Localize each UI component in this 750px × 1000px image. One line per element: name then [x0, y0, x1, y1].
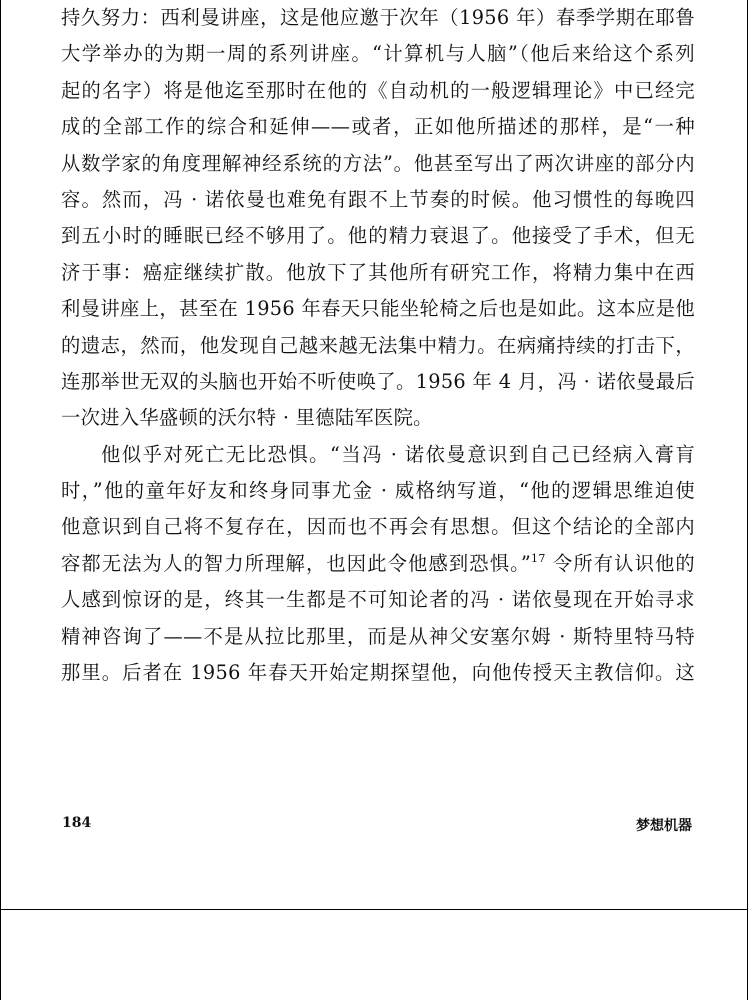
text-segment: 令所有认识他的	[545, 551, 695, 575]
text-line: 容。然而，冯 · 诺依曼也难免有跟不上节奏的时候。他习惯性的每晚四	[61, 187, 695, 211]
footnote-ref[interactable]: 17	[531, 551, 546, 565]
text-line: 成的全部工作的综合和延伸——或者，正如他所描述的那样，是“一种	[61, 115, 695, 139]
text-line: 他似乎对死亡无比恐惧。“当冯 · 诺依曼意识到自己已经病入膏肓	[101, 442, 695, 466]
text-line: 时，”他的童年好友和终身同事尤金 · 威格纳写道，“他的逻辑思维迫使	[61, 479, 695, 503]
running-footer-title: 梦想机器	[636, 818, 692, 834]
text-line: 精神咨询了——不是从拉比那里，而是从神父安塞尔姆 · 斯特里特马特	[61, 624, 695, 648]
text-line-with-note	[61, 546, 695, 582]
text-line: 利曼讲座上，甚至在 1956 年春天只能坐轮椅之后也是如此。这本应是他	[61, 297, 695, 321]
text-segment: 容都无法为人的智力所理解，也因此令他感到恐惧。”	[61, 551, 532, 575]
text-line: 他意识到自己将不复存在，因而也不再会有思想。但这个结论的全部内	[61, 515, 695, 539]
text-line: 人感到惊讶的是，终其一生都是不可知论者的冯 · 诺依曼现在开始寻求	[61, 588, 695, 612]
text-line: 一次进入华盛顿的沃尔特 · 里德陆军医院。	[61, 406, 433, 430]
text-line: 那里。后者在 1956 年春天开始定期探望他，向他传授天主教信仰。这	[61, 661, 695, 685]
text-line: 持久努力：西利曼讲座，这是他应邀于次年（1956 年）春季学期在耶鲁	[61, 6, 695, 29]
text-line: 济于事：癌症继续扩散。他放下了其他所有研究工作，将精力集中在西	[61, 260, 695, 284]
text-line: 的遗志，然而，他发现自己越来越无法集中精力。在病痛持续的打击下，	[61, 333, 695, 357]
body-text	[61, 0, 695, 691]
text-line: 大学举办的为期一周的系列讲座。“计算机与人脑”（他后来给这个系列	[61, 42, 695, 66]
page-number: 184	[62, 815, 92, 831]
blank-page-area	[0, 910, 748, 1000]
text-line: 起的名字）将是他迄至那时在他的《自动机的一般逻辑理论》中已经完	[61, 78, 695, 102]
text-line: 从数学家的角度理解神经系统的方法”。他甚至写出了两次讲座的部分内	[61, 151, 695, 175]
text-line: 到五小时的睡眠已经不够用了。他的精力衰退了。他接受了手术，但无	[61, 224, 695, 248]
text-line: 连那举世无双的头脑也开始不听使唤了。1956 年 4 月，冯 · 诺依曼最后	[61, 369, 695, 393]
